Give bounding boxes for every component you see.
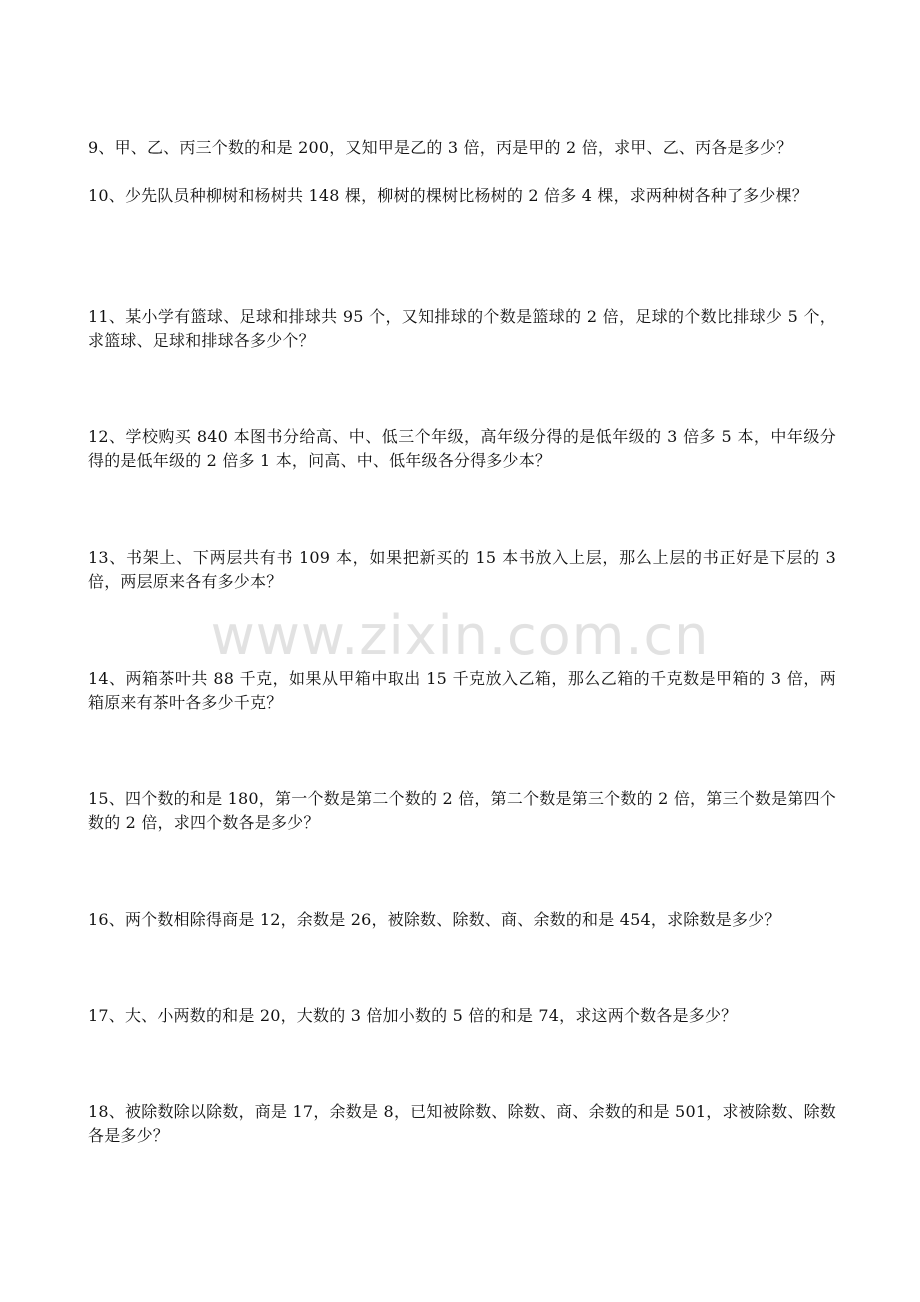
problem-12: 12、学校购买 840 本图书分给高、中、低三个年级，高年级分得的是低年级的 3 倍多 5 本，中年级分得的是低年级的 2 倍多 1 本，问高、中、低年级各分得多少本？: [88, 427, 836, 470]
watermark: www.zixin.com.cn: [210, 604, 710, 667]
problem-10: 10、少先队员种柳树和杨树共 148 棵，柳树的棵树比杨树的 2 倍多 4 棵，求两种树各种了多少棵？: [88, 186, 808, 205]
problem-13: 13、书架上、下两层共有书 109 本，如果把新买的 15 本书放入上层，那么上层的书正好是下层的 3 倍，两层原来各有多少本？: [88, 548, 836, 591]
problem-15: 15、四个数的和是 180，第一个数是第二个数的 2 倍，第二个数是第三个数的 2 倍，第三个数是第四个数的 2 倍，求四个数各是多少？: [88, 789, 836, 832]
problem-14: 14、两箱茶叶共 88 千克，如果从甲箱中取出 15 千克放入乙箱，那么乙箱的千克数是甲箱的 3 倍，两箱原来有茶叶各多少千克？: [88, 669, 836, 712]
problem-17: 17、大、小两数的和是 20，大数的 3 倍加小数的 5 倍的和是 74，求这两个数各是多少？: [88, 1006, 738, 1025]
problem-16: 16、两个数相除得商是 12，余数是 26，被除数、除数、商、余数的和是 454，求除数是多少？: [88, 910, 781, 929]
problem-11: 11、某小学有篮球、足球和排球共 95 个，又知排球的个数是篮球的 2 倍，足球的个数比排球少 5 个，求篮球、足球和排球各多少个？: [88, 307, 836, 350]
problem-9: 9、甲、乙、丙三个数的和是 200，又知甲是乙的 3 倍，丙是甲的 2 倍，求甲、乙、丙各是多少？: [88, 138, 793, 157]
problem-18: 18、被除数除以除数，商是 17，余数是 8，已知被除数、除数、商、余数的和是 501，求被除数、除数各是多少？: [88, 1102, 836, 1145]
